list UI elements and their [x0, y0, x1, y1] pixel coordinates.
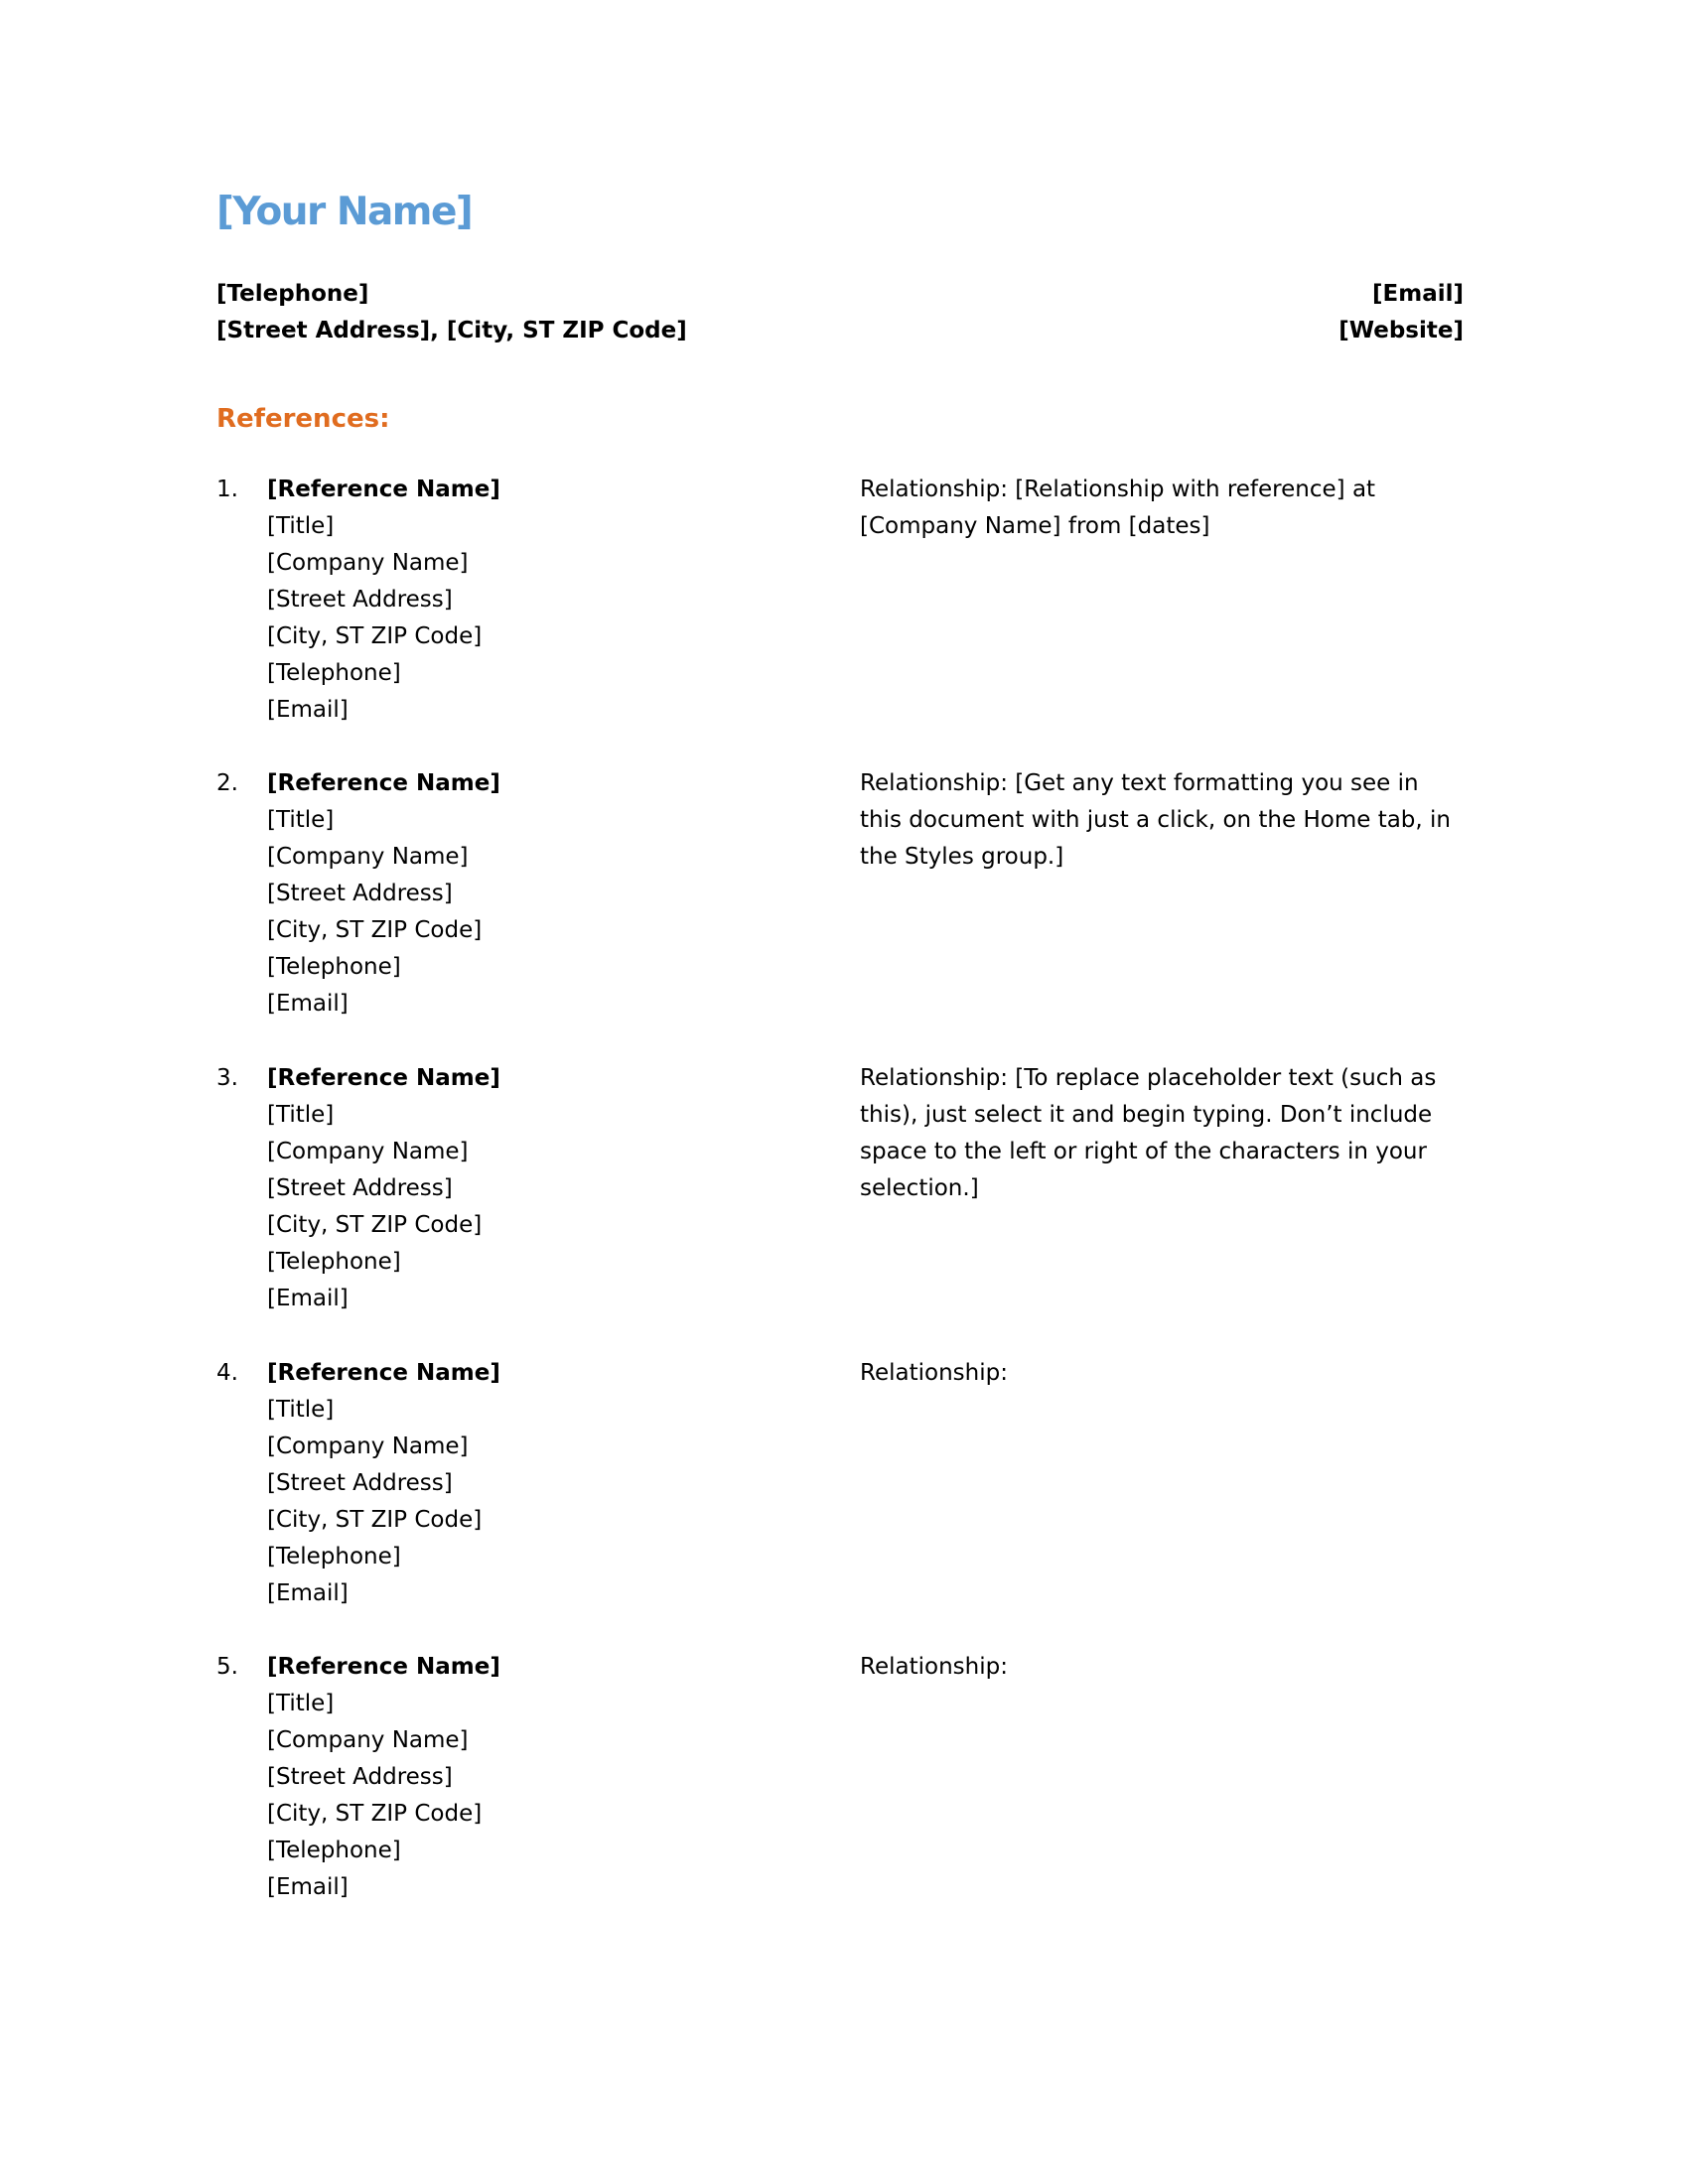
your-name-heading[interactable]: [Your Name]: [216, 190, 473, 234]
reference-company[interactable]: [Company Name]: [267, 1433, 469, 1459]
reference-relationship[interactable]: Relationship: [To replace placeholder text (such as this), just select it and begin typing. Don’t include space to the left or right of the characters in your selection.]: [860, 1065, 1437, 1201]
header-telephone[interactable]: [Telephone]: [216, 281, 369, 307]
reference-street-address[interactable]: [Street Address]: [267, 1175, 453, 1201]
reference-entry: [216, 1355, 1464, 1623]
reference-telephone[interactable]: [Telephone]: [267, 954, 401, 980]
reference-title[interactable]: [Title]: [267, 513, 335, 539]
reference-relationship[interactable]: Relationship:: [860, 1654, 1008, 1680]
reference-city-zip[interactable]: [City, ST ZIP Code]: [267, 623, 483, 649]
header-email[interactable]: [Email]: [1372, 281, 1464, 307]
reference-city-zip[interactable]: [City, ST ZIP Code]: [267, 917, 483, 943]
reference-email[interactable]: [Email]: [267, 1874, 349, 1900]
reference-number: 3.: [216, 1065, 238, 1091]
reference-title[interactable]: [Title]: [267, 1397, 335, 1423]
reference-title[interactable]: [Title]: [267, 807, 335, 833]
reference-street-address[interactable]: [Street Address]: [267, 1764, 453, 1790]
header-address[interactable]: [Street Address], [City, ST ZIP Code]: [216, 318, 687, 343]
reference-relationship[interactable]: Relationship: [Get any text formatting you see in this document with just a click, on the Home tab, in the Styles group.]: [860, 770, 1451, 870]
reference-street-address[interactable]: [Street Address]: [267, 881, 453, 906]
reference-entry: [216, 1060, 1464, 1328]
reference-name[interactable]: [Reference Name]: [267, 477, 500, 502]
reference-contact-block: [267, 765, 823, 1023]
reference-title[interactable]: [Title]: [267, 1102, 335, 1128]
reference-telephone[interactable]: [Telephone]: [267, 1249, 401, 1275]
reference-number: 1.: [216, 477, 238, 502]
reference-email[interactable]: [Email]: [267, 1286, 349, 1311]
reference-company[interactable]: [Company Name]: [267, 550, 469, 576]
reference-name[interactable]: [Reference Name]: [267, 770, 500, 796]
reference-email[interactable]: [Email]: [267, 991, 349, 1017]
reference-city-zip[interactable]: [City, ST ZIP Code]: [267, 1212, 483, 1238]
reference-contact-block: [267, 472, 823, 729]
reference-street-address[interactable]: [Street Address]: [267, 1470, 453, 1496]
reference-relationship[interactable]: Relationship: [Relationship with reference] at [Company Name] from [dates]: [860, 477, 1376, 539]
contact-row-address-website: [216, 313, 1464, 349]
reference-title[interactable]: [Title]: [267, 1691, 335, 1716]
reference-telephone[interactable]: [Telephone]: [267, 1838, 401, 1863]
reference-company[interactable]: [Company Name]: [267, 1727, 469, 1753]
reference-telephone[interactable]: [Telephone]: [267, 660, 401, 686]
reference-contact-block: [267, 1355, 823, 1612]
reference-telephone[interactable]: [Telephone]: [267, 1544, 401, 1570]
reference-number: 5.: [216, 1654, 238, 1680]
reference-name[interactable]: [Reference Name]: [267, 1065, 500, 1091]
reference-number: 2.: [216, 770, 238, 796]
reference-company[interactable]: [Company Name]: [267, 1139, 469, 1164]
reference-city-zip[interactable]: [City, ST ZIP Code]: [267, 1507, 483, 1533]
reference-relationship[interactable]: Relationship:: [860, 1360, 1008, 1386]
reference-number: 4.: [216, 1360, 238, 1386]
reference-city-zip[interactable]: [City, ST ZIP Code]: [267, 1801, 483, 1827]
reference-name[interactable]: [Reference Name]: [267, 1360, 500, 1386]
reference-street-address[interactable]: [Street Address]: [267, 587, 453, 613]
reference-entry: [216, 1649, 1464, 1917]
reference-name[interactable]: [Reference Name]: [267, 1654, 500, 1680]
reference-email[interactable]: [Email]: [267, 1580, 349, 1606]
reference-entry: [216, 472, 1464, 740]
reference-contact-block: [267, 1649, 823, 1906]
header-website[interactable]: [Website]: [1338, 318, 1464, 343]
reference-entry: [216, 765, 1464, 1033]
reference-company[interactable]: [Company Name]: [267, 844, 469, 870]
contact-row-telephone-email: [216, 276, 1464, 313]
references-heading: References:: [216, 404, 390, 434]
reference-contact-block: [267, 1060, 823, 1317]
reference-email[interactable]: [Email]: [267, 697, 349, 723]
